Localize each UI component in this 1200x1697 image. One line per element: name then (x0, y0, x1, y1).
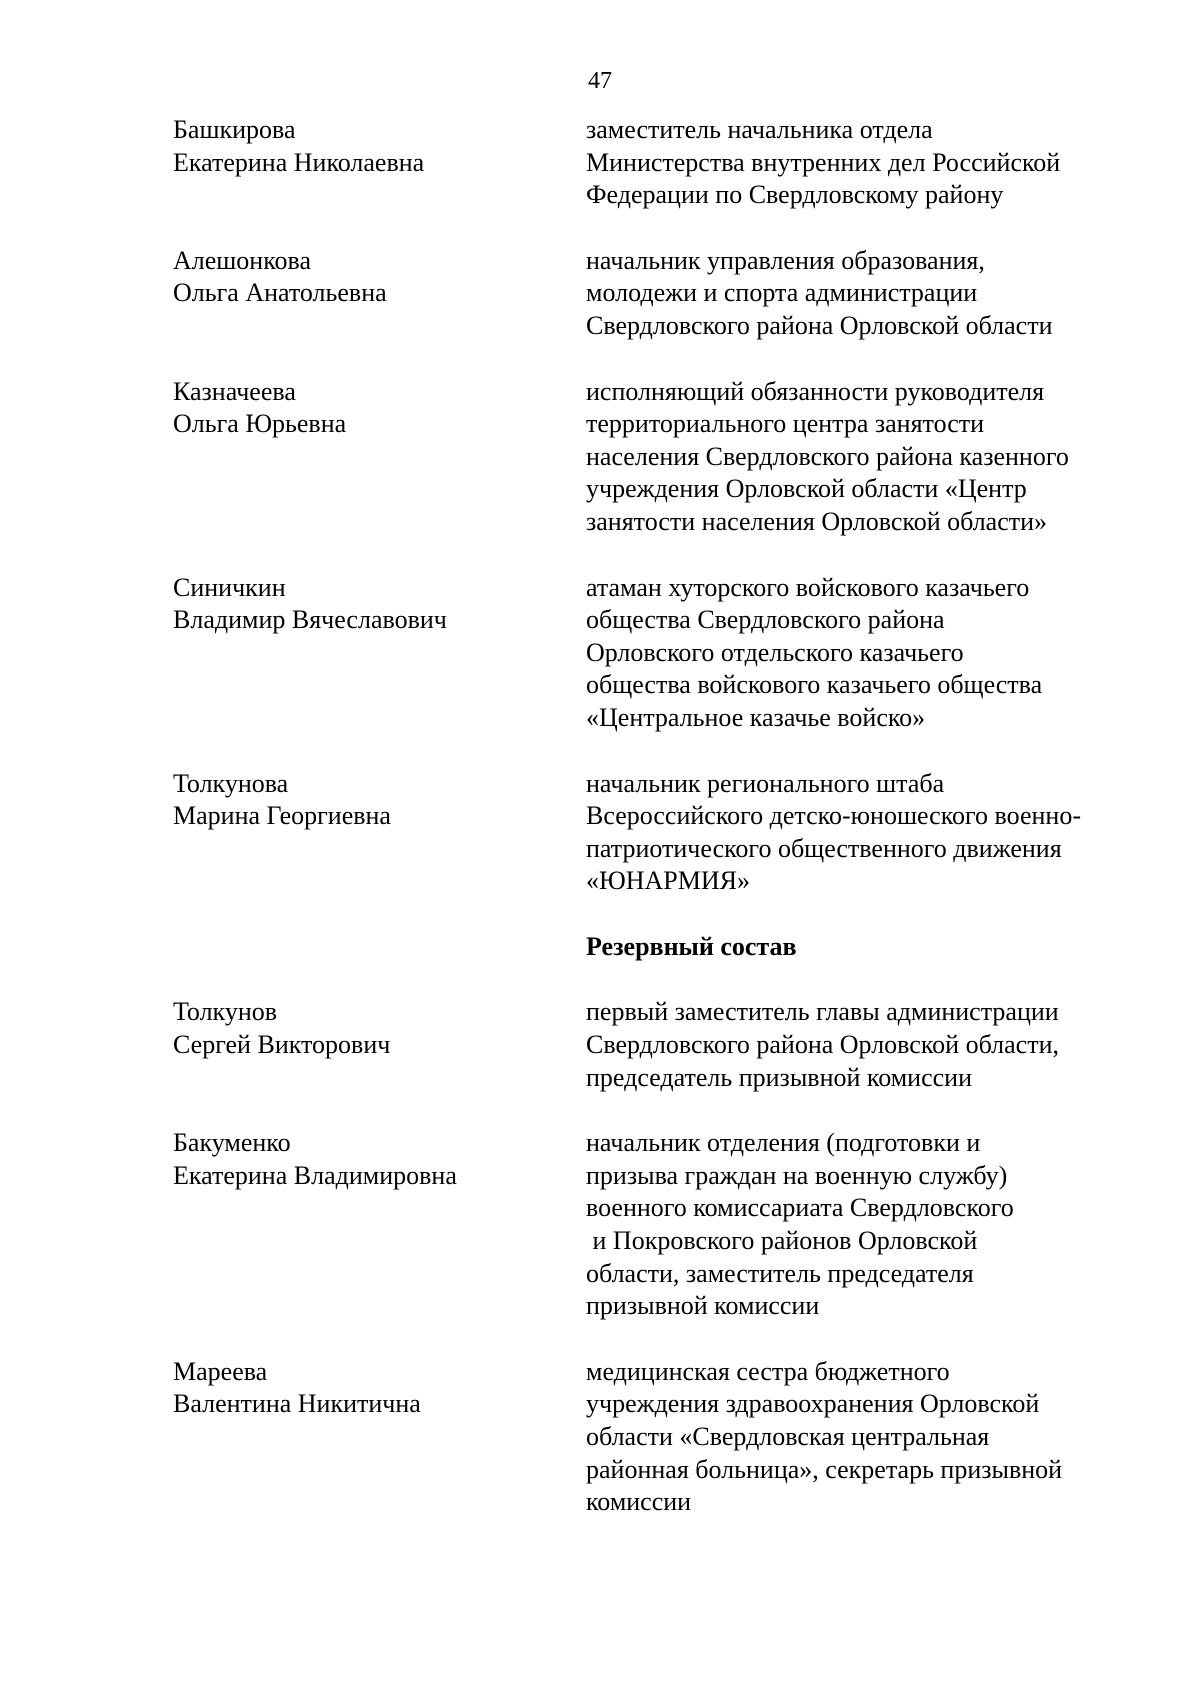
member-name (173, 996, 586, 1094)
member-role-line: патриотического общественного движения (586, 833, 1062, 863)
member-given-names: Екатерина Николаевна (173, 147, 425, 177)
member-role-line: Всероссийского детско-юношеского военно- (586, 801, 1081, 831)
member-list (173, 114, 1133, 1552)
member-entry (173, 572, 1133, 735)
member-role-line: Орловского отдельского казачьего (586, 637, 964, 667)
member-given-names: Ольга Анатольевна (173, 278, 387, 308)
member-given-names: Сергей Викторович (173, 1030, 391, 1060)
member-given-names: Ольга Юрьевна (173, 409, 347, 439)
member-name (173, 114, 586, 212)
member-role (586, 768, 1133, 898)
member-name (173, 768, 586, 898)
member-role (586, 114, 1133, 212)
member-role (586, 245, 1133, 343)
member-role-line: призывной комиссии (586, 1291, 820, 1321)
member-surname: Башкирова (173, 115, 296, 144)
member-role-line: молодежи и спорта администрации (586, 278, 978, 308)
member-role (586, 1356, 1133, 1519)
member-given-names: Валентина Никитична (173, 1389, 421, 1419)
member-role (586, 996, 1133, 1094)
member-name (173, 376, 586, 539)
member-entry (173, 1356, 1133, 1519)
member-entry (173, 1127, 1133, 1323)
member-role-line: занятости населения Орловской области» (586, 506, 1048, 536)
member-surname: Алешонкова (173, 245, 312, 275)
member-name (173, 245, 586, 343)
member-role-line: начальник управления образования, (586, 245, 985, 275)
member-role-line: начальник отделения (подготовки и (586, 1128, 981, 1158)
member-entry (173, 114, 1133, 212)
member-entry (173, 996, 1133, 1094)
member-given-names: Марина Георгиевна (173, 801, 391, 831)
member-role (586, 376, 1133, 539)
reserve-section-heading: Резервный состав (586, 931, 797, 961)
member-role-line: первый заместитель главы администрации (586, 997, 1059, 1027)
member-role-line: председатель призывной комиссии (586, 1062, 972, 1092)
member-role-line: атаман хуторского войскового казачьего (586, 572, 1030, 602)
member-role-line: населения Свердловского района казенного (586, 441, 1069, 471)
member-surname: Толкунов (173, 997, 278, 1027)
member-surname: Толкунова (173, 768, 289, 798)
member-name (173, 1356, 586, 1519)
member-role-line: военного комиссариата Свердловского (586, 1193, 1014, 1223)
member-surname: Синичкин (173, 572, 286, 602)
member-role-line: начальник регионального штаба (586, 768, 945, 798)
member-role (586, 572, 1133, 735)
member-role-line: и Покровского районов Орловской (586, 1226, 978, 1256)
member-role-line: исполняющий обязанности руководителя (586, 376, 1045, 406)
member-role-line: учреждения Орловской области «Центр (586, 474, 1027, 504)
member-role-line: Министерства внутренних дел Российской (586, 147, 1061, 177)
member-role (586, 1127, 1133, 1323)
member-role-line: области, заместитель председателя (586, 1258, 974, 1288)
reserve-members-list (173, 996, 1133, 1518)
member-role-line: общества войскового казачьего общества (586, 670, 1043, 700)
member-role-line: Федерации по Свердловскому району (586, 180, 1004, 210)
main-members-list (173, 114, 1133, 898)
member-surname: Бакуменко (173, 1128, 291, 1158)
member-name (173, 1127, 586, 1323)
member-role-line: «Центральное казачье войско» (586, 702, 926, 732)
page-number: 47 (588, 68, 612, 94)
member-role-line: общества Свердловского района (586, 605, 945, 635)
member-role-line: Свердловского района Орловской области (586, 310, 1053, 340)
member-given-names: Екатерина Владимировна (173, 1160, 457, 1190)
member-entry (173, 376, 1133, 539)
member-role-line: районная больница», секретарь призывной (586, 1454, 1063, 1484)
member-role-line: «ЮНАРМИЯ» (586, 866, 750, 896)
member-surname: Казначеева (173, 376, 296, 406)
member-role-line: территориального центра занятости (586, 409, 985, 439)
member-role-line: призыва граждан на военную службу) (586, 1160, 1008, 1190)
member-role-line: Свердловского района Орловской области, (586, 1030, 1059, 1060)
member-name (173, 572, 586, 735)
member-given-names: Владимир Вячеславович (173, 605, 447, 635)
member-role-line: комиссии (586, 1487, 692, 1517)
member-role-line: медицинская сестра бюджетного (586, 1356, 950, 1386)
member-entry (173, 768, 1133, 898)
member-role-line: области «Свердловская центральная (586, 1422, 990, 1451)
member-role-line: учреждения здравоохранения Орловской (586, 1389, 1040, 1419)
member-role-line: заместитель начальника отдела (586, 115, 933, 144)
member-surname: Мареева (173, 1356, 268, 1386)
member-entry (173, 245, 1133, 343)
